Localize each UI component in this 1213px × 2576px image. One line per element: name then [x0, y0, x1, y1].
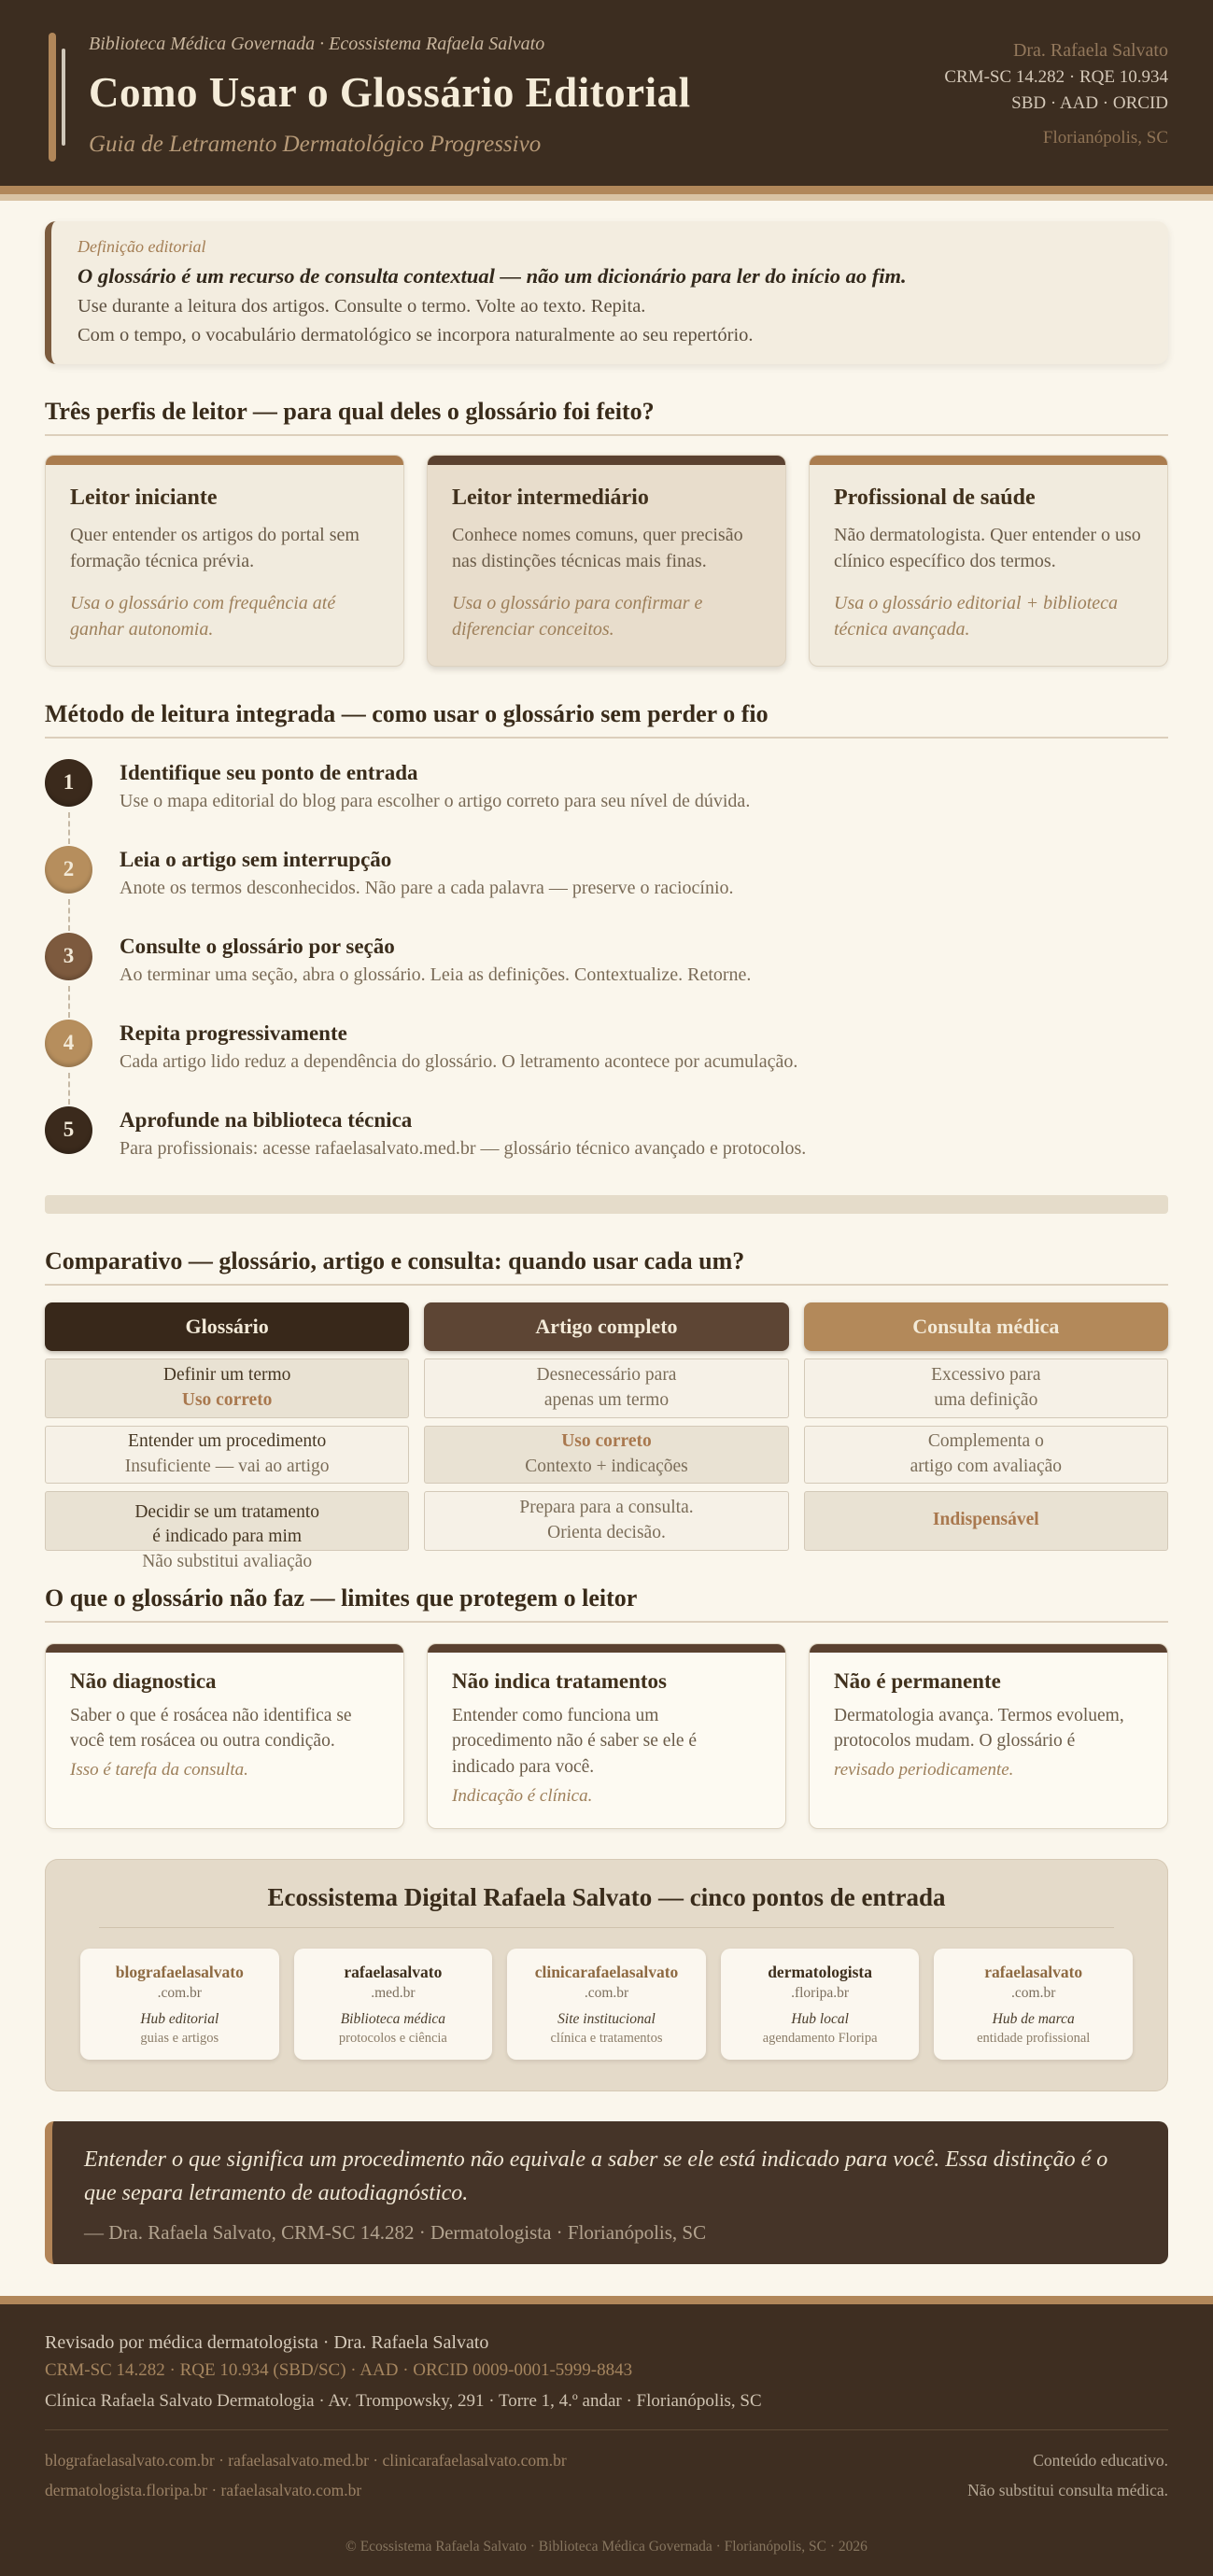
doctor-affiliations: SBD · AAD · ORCID	[1011, 92, 1168, 113]
site-card-brand[interactable]	[934, 1949, 1133, 2060]
site-description: protocolos e ciência	[338, 2030, 447, 2046]
cell-line: Definir um termo	[162, 1364, 291, 1385]
header-accent-bar	[49, 33, 56, 162]
profile-card-note: Usa o glossário editorial + biblioteca técnica avançada.	[834, 592, 1119, 640]
limit-card-body: Saber o que é rosácea não identifica se você tem rosácea ou outra condição.	[70, 1705, 352, 1752]
cell-line: Orienta decisão.	[547, 1522, 666, 1542]
cell-line: Decidir se um tratamento	[134, 1501, 319, 1522]
ecosystem-heading: Ecossistema Digital Rafaela Salvato — cinco pontos de entrada	[267, 1882, 946, 1911]
ecosystem-sites	[80, 1949, 1133, 2060]
step-title: Identifique seu ponto de entrada	[120, 760, 418, 784]
site-role: Hub editorial	[140, 2010, 219, 2027]
cell-line: Insuficiente — vai ao artigo	[124, 1456, 330, 1476]
cell-line: Contexto + indicações	[525, 1456, 688, 1476]
cell-line: Indispensável	[932, 1510, 1039, 1530]
limit-card-note: revisado periodicamente.	[834, 1759, 1014, 1780]
site-card-floripa[interactable]	[721, 1949, 920, 2060]
section-heading-profiles: Três perfis de leitor — para qual deles o glossário foi feito?	[45, 398, 1168, 436]
cell-line: Complementa o	[927, 1430, 1044, 1451]
profile-card-title: Leitor iniciante	[70, 486, 218, 510]
card-top-strip	[46, 456, 403, 465]
cell-line: Não substitui avaliação	[142, 1552, 313, 1572]
limit-card-body: Dermatologia avança. Termos evoluem, protocolos mudam. O glossário é	[834, 1705, 1124, 1752]
header-kicker: Biblioteca Médica Governada · Ecossistema Rafaela Salvato	[89, 34, 545, 54]
profile-card-beginner	[45, 455, 404, 667]
comparison-table	[45, 1302, 1168, 1572]
site-card-med[interactable]	[294, 1949, 493, 2060]
cell-line: Excessivo para	[931, 1364, 1041, 1385]
table-cell	[424, 1426, 788, 1484]
section-heading-comparison: Comparativo — glossário, artigo e consulta: quando usar cada um?	[45, 1247, 1168, 1286]
site-card-blog[interactable]	[80, 1949, 279, 2060]
footer-links-line-1[interactable]: blografaelasalvato.com.br · rafaelasalvato.med.br · clinicarafaelasalvato.com.br	[45, 2450, 567, 2470]
footer-copyright: © Ecossistema Rafaela Salvato · Biblioteca Médica Governada · Florianópolis, SC · 2026	[346, 2539, 867, 2555]
card-top-strip	[810, 456, 1167, 465]
footer-links-line-2[interactable]: dermatologista.floripa.br · rafaelasalvato.com.br	[45, 2480, 362, 2499]
site-description: clínica e tratamentos	[550, 2030, 663, 2046]
table-cell	[45, 1491, 409, 1572]
cell-line: artigo com avaliação	[910, 1456, 1063, 1476]
column-header-consulta: Consulta médica	[804, 1302, 1168, 1351]
step-2	[45, 846, 1168, 899]
step-title: Leia o artigo sem interrupção	[120, 847, 392, 871]
footer-clinic-address: Clínica Rafaela Salvato Dermatologia · Av. Trompowsky, 291 · Torre 1, 4.º andar · Florianópolis, SC	[45, 2390, 762, 2411]
table-cell	[424, 1491, 788, 1551]
column-header-glossario: Glossário	[45, 1302, 409, 1351]
limit-card-note: Indicação é clínica.	[452, 1785, 593, 1806]
limit-card-title: Não é permanente	[834, 1668, 1001, 1693]
cell-line: Uso correto	[181, 1389, 273, 1410]
step-number-badge: 3	[45, 933, 92, 980]
step-number-badge: 2	[45, 846, 92, 894]
table-cell	[45, 1426, 409, 1484]
step-number-badge: 1	[45, 759, 92, 807]
step-1	[45, 759, 1168, 812]
profile-card-note: Usa o glossário para confirmar e diferenciar conceitos.	[452, 592, 703, 640]
table-cell	[804, 1491, 1168, 1551]
step-title: Consulte o glossário por seção	[120, 934, 395, 958]
step-description: Cada artigo lido reduz a dependência do glossário. O letramento acontece por acumulação.	[120, 1050, 798, 1072]
profile-card-intermediate	[427, 455, 786, 667]
definition-line-2: Use durante a leitura dos artigos. Consulte o termo. Volte ao texto. Repita.	[78, 296, 646, 317]
page-footer	[0, 2296, 1213, 2576]
site-domain: .com.br	[157, 1984, 202, 2001]
ecosystem-box	[45, 1859, 1168, 2091]
step-number-badge: 4	[45, 1020, 92, 1067]
doctor-location: Florianópolis, SC	[1042, 128, 1168, 148]
page-header	[0, 0, 1213, 186]
header-stripe-light	[0, 194, 1213, 201]
header-accent-bar-secondary	[62, 49, 65, 146]
header-left	[89, 34, 691, 158]
site-description: agendamento Floripa	[762, 2030, 878, 2046]
site-card-clinica[interactable]	[507, 1949, 706, 2060]
definition-lead: O glossário é um recurso de consulta contextual — não um dicionário para ler do início ao fim.	[78, 264, 907, 288]
site-domain: .com.br	[1011, 1984, 1056, 2001]
doctor-name: Dra. Rafaela Salvato	[1012, 40, 1168, 61]
limit-card-body: Entender como funciona um procedimento não é saber se ele é indicado para você.	[452, 1705, 698, 1777]
step-description: Use o mapa editorial do blog para escolher o artigo correto para seu nível de dúvida.	[120, 790, 751, 811]
table-cell	[424, 1358, 788, 1418]
page-title: Como Usar o Glossário Editorial	[89, 69, 691, 116]
site-name: rafaelasalvato	[344, 1962, 443, 1981]
quote-text: Entender o que significa um procedimento não equivale a saber se ele está indicado para você. Essa distinção é o que separa letramento de autodiagnóstico.	[84, 2147, 1108, 2205]
header-stripe-tan	[0, 186, 1213, 194]
doctor-registry: CRM-SC 14.282 · RQE 10.934	[944, 67, 1168, 87]
footer-note-line-2: Não substitui consulta médica.	[967, 2480, 1168, 2499]
card-top-strip	[428, 456, 785, 465]
step-5	[45, 1106, 1168, 1160]
site-domain: .com.br	[584, 1984, 629, 2001]
limit-card-title: Não indica tratamentos	[452, 1668, 667, 1693]
method-steps	[45, 759, 1168, 1160]
site-domain: .floripa.br	[791, 1984, 850, 2001]
footer-note-line-1: Conteúdo educativo.	[1033, 2450, 1168, 2470]
section-heading-method: Método de leitura integrada — como usar o glossário sem perder o fio	[45, 700, 1168, 739]
site-role: Hub local	[791, 2010, 849, 2027]
page-subtitle: Guia de Letramento Dermatológico Progressivo	[89, 132, 542, 157]
step-3	[45, 933, 1168, 986]
limit-card-note: Isso é tarefa da consulta.	[70, 1759, 248, 1780]
table-cell	[45, 1358, 409, 1418]
cell-line: Uso correto	[561, 1430, 652, 1451]
section-separator-bar	[45, 1195, 1168, 1214]
step-description: Para profissionais: acesse rafaelasalvato.med.br — glossário técnico avançado e protocolos.	[120, 1137, 807, 1159]
cell-line: é indicado para mim	[152, 1527, 303, 1547]
card-top-strip	[810, 1644, 1167, 1653]
step-description: Ao terminar uma seção, abra o glossário. Leia as definições. Contextualize. Retorne.	[120, 964, 752, 985]
limit-cards	[45, 1643, 1168, 1829]
profile-card-title: Leitor intermediário	[452, 486, 649, 510]
main-content	[0, 201, 1213, 2264]
limit-card-title: Não diagnostica	[70, 1668, 217, 1693]
step-number-badge: 5	[45, 1106, 92, 1154]
footer-accent-stripe	[0, 2296, 1213, 2304]
profile-card-title: Profissional de saúde	[834, 486, 1036, 510]
step-title: Aprofunde na biblioteca técnica	[120, 1107, 413, 1132]
section-heading-limits: O que o glossário não faz — limites que protegem o leitor	[45, 1584, 1168, 1623]
definition-label: Definição editorial	[78, 237, 206, 256]
column-header-artigo: Artigo completo	[424, 1302, 788, 1351]
editorial-definition-box	[45, 221, 1168, 364]
step-description: Anote os termos desconhecidos. Não pare a cada palavra — preserve o raciocínio.	[120, 877, 734, 898]
footer-domain-links	[45, 2445, 567, 2506]
cell-line: Entender um procedimento	[128, 1430, 327, 1451]
profile-card-body: Conhece nomes comuns, quer precisão nas distinções técnicas mais finas.	[452, 525, 743, 572]
site-name: clinicarafaelasalvato	[534, 1962, 679, 1981]
site-name: blografaelasalvato	[115, 1962, 244, 1981]
footer-disclaimer	[967, 2445, 1168, 2506]
site-description: guias e artigos	[140, 2030, 219, 2046]
profile-card-note: Usa o glossário com frequência até ganhar autonomia.	[70, 592, 336, 640]
pull-quote	[45, 2121, 1168, 2264]
cell-line: Prepara para a consulta.	[519, 1497, 694, 1517]
cell-line: apenas um termo	[543, 1389, 670, 1410]
definition-line-3: Com o tempo, o vocabulário dermatológico se incorpora naturalmente ao seu repertório.	[78, 325, 754, 345]
footer-reviewed-by: Revisado por médica dermatologista · Dra. Rafaela Salvato	[45, 2331, 489, 2353]
ecosystem-divider	[99, 1927, 1114, 1928]
quote-attribution: — Dra. Rafaela Salvato, CRM-SC 14.282 · Dermatologista · Florianópolis, SC	[84, 2220, 707, 2244]
table-cell	[804, 1358, 1168, 1418]
step-title: Repita progressivamente	[120, 1021, 347, 1045]
cell-line: Desnecessário para	[536, 1364, 677, 1385]
site-role: Biblioteca médica	[340, 2010, 446, 2027]
step-4	[45, 1020, 1168, 1073]
table-cell	[804, 1426, 1168, 1484]
card-top-strip	[46, 1644, 403, 1653]
profile-card-professional	[809, 455, 1168, 667]
profile-cards	[45, 455, 1168, 667]
cell-line: uma definição	[934, 1389, 1038, 1410]
site-role: Hub de marca	[992, 2010, 1075, 2027]
profile-card-body: Não dermatologista. Quer entender o uso clínico específico dos termos.	[834, 525, 1141, 572]
limit-card-permanence	[809, 1643, 1168, 1829]
footer-divider	[45, 2429, 1168, 2430]
limit-card-diagnosis	[45, 1643, 404, 1829]
profile-card-body: Quer entender os artigos do portal sem formação técnica prévia.	[70, 525, 360, 572]
header-credentials	[944, 34, 1168, 151]
limit-card-treatments	[427, 1643, 786, 1829]
footer-registry: CRM-SC 14.282 · RQE 10.934 (SBD/SC) · AAD · ORCID 0009-0001-5999-8843	[45, 2359, 633, 2380]
site-role: Site institucional	[557, 2010, 656, 2027]
site-name: dermatologista	[768, 1962, 872, 1981]
site-description: entidade profissional	[977, 2030, 1091, 2046]
card-top-strip	[428, 1644, 785, 1653]
site-domain: .med.br	[371, 1984, 416, 2001]
site-name: rafaelasalvato	[984, 1962, 1083, 1981]
